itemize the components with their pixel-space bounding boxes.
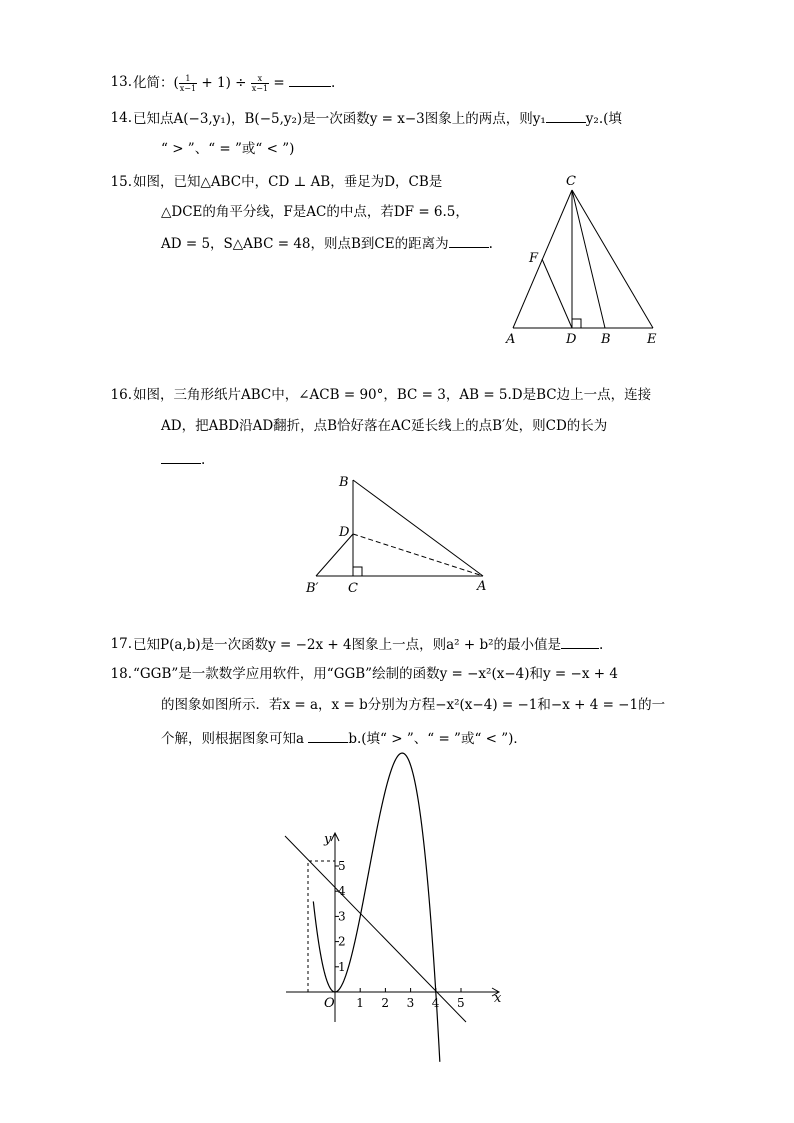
label-b: B <box>339 475 349 490</box>
label-b: B <box>601 332 611 347</box>
segment-cb <box>572 190 605 328</box>
x-tick-label: 3 <box>406 996 415 1010</box>
question-16 <box>110 385 652 405</box>
q13-prefix: 化简：( <box>133 75 179 91</box>
label-a: A <box>506 332 516 347</box>
y-tick-label: 5 <box>338 859 346 873</box>
question-number: 16. <box>110 387 132 403</box>
right-angle-mark <box>353 567 362 576</box>
question-number: 14. <box>110 110 132 126</box>
q16-line3-end: . <box>201 452 206 468</box>
y-tick-label: 1 <box>338 959 346 974</box>
dashed-guide <box>308 861 335 992</box>
y-tick-label: 3 <box>338 909 346 924</box>
question-number: 13. <box>110 74 132 90</box>
q18-line2: 的图象如图所示．若x = a，x = b分别为方程−x²(x−4) = −1和−x + 4 = −1的一 <box>161 697 666 713</box>
fraction-1: $\frac{1}{x-1}$ <box>179 74 197 93</box>
q16-line1: 如图，三角形纸片ABC中，∠ACB = 90°，BC = 3，AB = 5.D是BC边上一点，连接 <box>133 387 652 403</box>
q14-line1b: y₂.(填 <box>585 111 622 127</box>
y-axis-label: y <box>324 832 332 847</box>
x-tick-label: 4 <box>431 996 440 1010</box>
q15-line3b: . <box>488 236 493 252</box>
right-angle-mark <box>572 319 581 328</box>
question-18 <box>110 664 618 684</box>
q14-line1a: 已知点A(−3,y₁)，B(−5,y₂)是一次函数y = x−3图象上的两点，则y₁ <box>133 111 546 127</box>
cubic-curve <box>313 753 440 1062</box>
label-c: C <box>348 581 358 596</box>
q16-line2: AD，把ABD沿AD翻折，点B恰好落在AC延长线上的点B′处，则CD的长为 <box>161 418 608 434</box>
y-tick-label: 4 <box>338 884 346 899</box>
line-graph <box>285 836 466 1022</box>
q13-suffix: = <box>273 75 285 91</box>
q15-line3 <box>161 233 493 254</box>
q13-end: . <box>330 75 336 91</box>
q15-line1: 如图，已知△ABC中，CD ⊥ AB，垂足为D，CB是 <box>133 174 443 190</box>
x-tick-label: 5 <box>457 996 465 1010</box>
q15-line3a: AD = 5，S△ABC = 48，则点B到CE的距离为 <box>161 236 449 252</box>
question-13 <box>110 72 336 93</box>
answer-blank[interactable] <box>449 233 489 248</box>
segment-ba <box>353 480 483 576</box>
x-tick-label: 1 <box>356 996 364 1010</box>
fraction-2: $\frac{x}{x-1}$ <box>251 74 269 93</box>
question-17 <box>110 634 604 655</box>
tick-marks <box>335 859 465 1010</box>
q15-line2: △DCE的角平分线，F是AC的中点，若DF = 6.5， <box>161 204 469 220</box>
label-c: C <box>566 174 576 189</box>
label-b-prime: B′ <box>306 581 319 596</box>
question-number: 18. <box>110 666 132 682</box>
label-d: D <box>566 332 577 347</box>
answer-blank[interactable] <box>161 449 201 464</box>
q15-figure <box>500 170 670 350</box>
answer-blank[interactable] <box>561 634 599 649</box>
q18-line3 <box>161 728 527 749</box>
q16-line3 <box>161 449 205 470</box>
q13-mid: + 1) ÷ <box>201 75 247 91</box>
origin-label: O <box>324 996 335 1011</box>
x-axis-label: x <box>494 991 502 1006</box>
question-number: 15. <box>110 174 132 190</box>
question-15 <box>110 172 443 192</box>
segment-da-dashed <box>353 534 483 576</box>
q17-text-a: 已知P(a,b)是一次函数y = −2x + 4图象上一点，则a² + b²的最小值是 <box>133 637 562 653</box>
label-f: F <box>529 251 539 266</box>
answer-blank[interactable] <box>546 108 586 123</box>
x-tick-label: 2 <box>381 996 390 1010</box>
question-14 <box>110 108 622 129</box>
y-tick-label: 2 <box>338 934 346 949</box>
segment-fd <box>542 259 572 328</box>
q18-graph <box>280 750 520 1040</box>
q16-figure <box>300 470 500 600</box>
q17-text-b: . <box>599 637 604 653</box>
answer-blank[interactable] <box>308 728 348 743</box>
answer-blank[interactable] <box>289 72 331 87</box>
q18-line3a: 个解，则根据图象可知a <box>161 731 305 747</box>
label-d: D <box>339 525 350 540</box>
segment-b-prime-d <box>316 534 353 576</box>
label-e: E <box>647 332 657 347</box>
q14-line2: “ > ”、“ = ”或“ < ”) <box>161 141 295 157</box>
segment-ce <box>572 190 653 328</box>
q18-line3b: b.(填“ > ”、“ = ”或“ < ”)． <box>348 731 527 747</box>
q18-line1: “GGB”是一款数学应用软件，用“GGB”绘制的函数y = −x²(x−4)和y = −x + 4 <box>133 666 618 682</box>
label-a: A <box>477 579 487 594</box>
question-number: 17. <box>110 636 132 652</box>
